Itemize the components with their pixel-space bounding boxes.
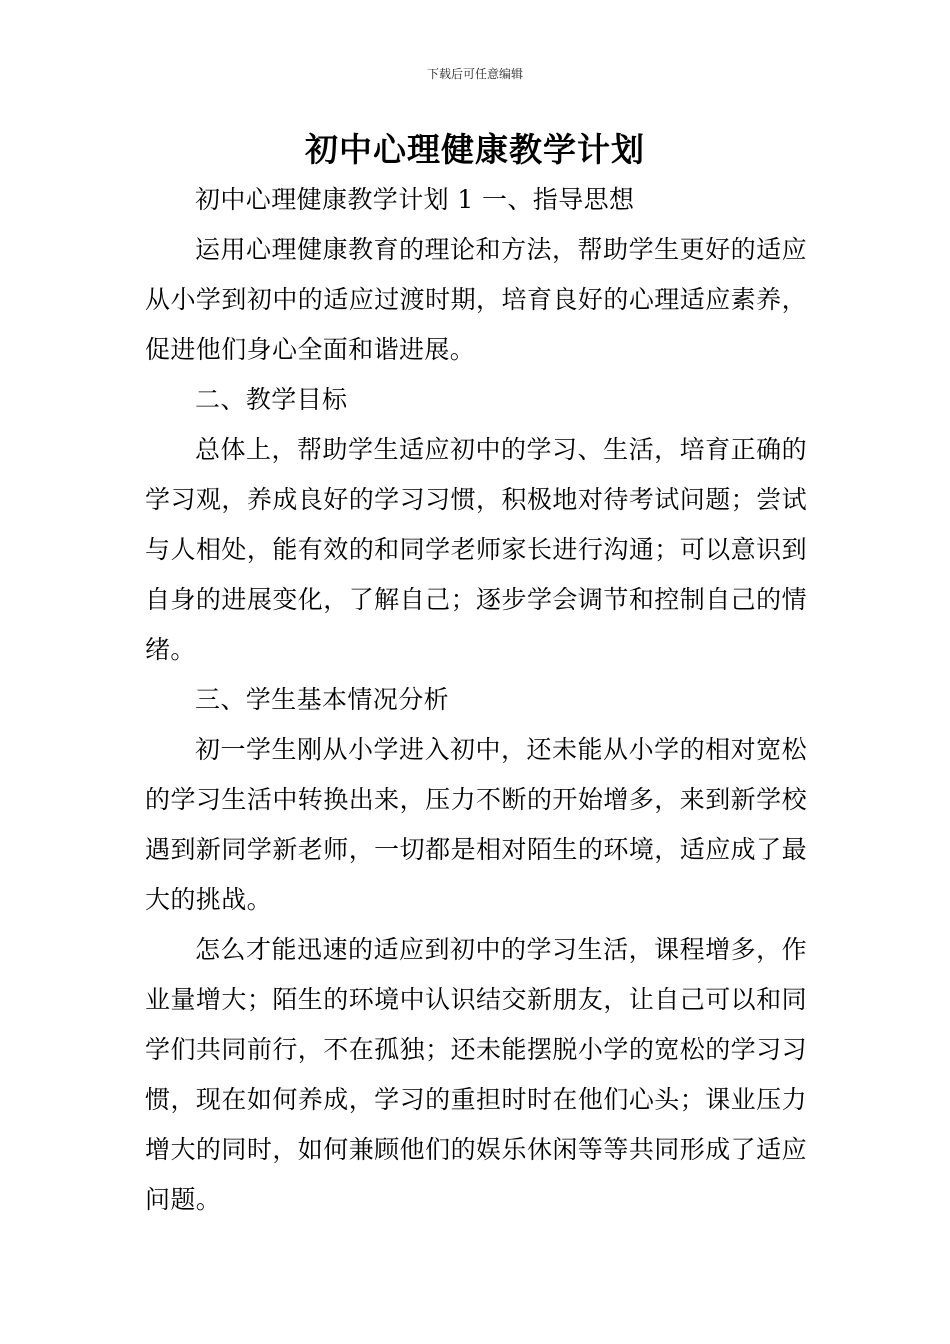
paragraph-teaching-goals: 总体上，帮助学生适应初中的学习、生活，培育正确的学习观，养成良好的学习习惯，积极地对待考试问题；尝试与人相处，能有效的和同学老师家长进行沟通；可以意识到自身的进展变化，了解自己；逐步学会调节和控制自己的情绪。 [145,435,807,664]
document-title: 初中心理健康教学计划 [305,130,645,169]
paragraph-section-2-heading: 二、教学目标 [195,385,348,414]
paragraph-student-analysis: 初一学生刚从小学进入初中，还未能从小学的相对宽松的学习生活中转换出来，压力不断的开始增多，来到新学校遇到新同学新老师，一切都是相对陌生的环境，适应成了最大的挑战。 [145,735,807,914]
paragraph-guiding-ideology: 运用心理健康教育的理论和方法，帮助学生更好的适应从小学到初中的适应过渡时期，培育良好的心理适应素养，促进他们身心全面和谐进展。 [145,235,807,364]
paragraph-section-1-heading: 初中心理健康教学计划 1 一、指导思想 [195,185,635,214]
paragraph-adaptation-problems: 怎么才能迅速的适应到初中的学习生活，课程增多，作业量增大；陌生的环境中认识结交新朋友，让自己可以和同学们共同前行，不在孤独；还未能摆脱小学的宽松的学习习惯，现在如何养成，学习的重担时时在他们心头；课业压力增大的同时，如何兼顾他们的娱乐休闲等等共同形成了适应问题。 [145,935,807,1214]
paragraph-section-3-heading: 三、学生基本情况分析 [195,685,450,714]
document-body [145,175,807,1225]
header-note: 下载后可任意编辑 [426,67,523,81]
